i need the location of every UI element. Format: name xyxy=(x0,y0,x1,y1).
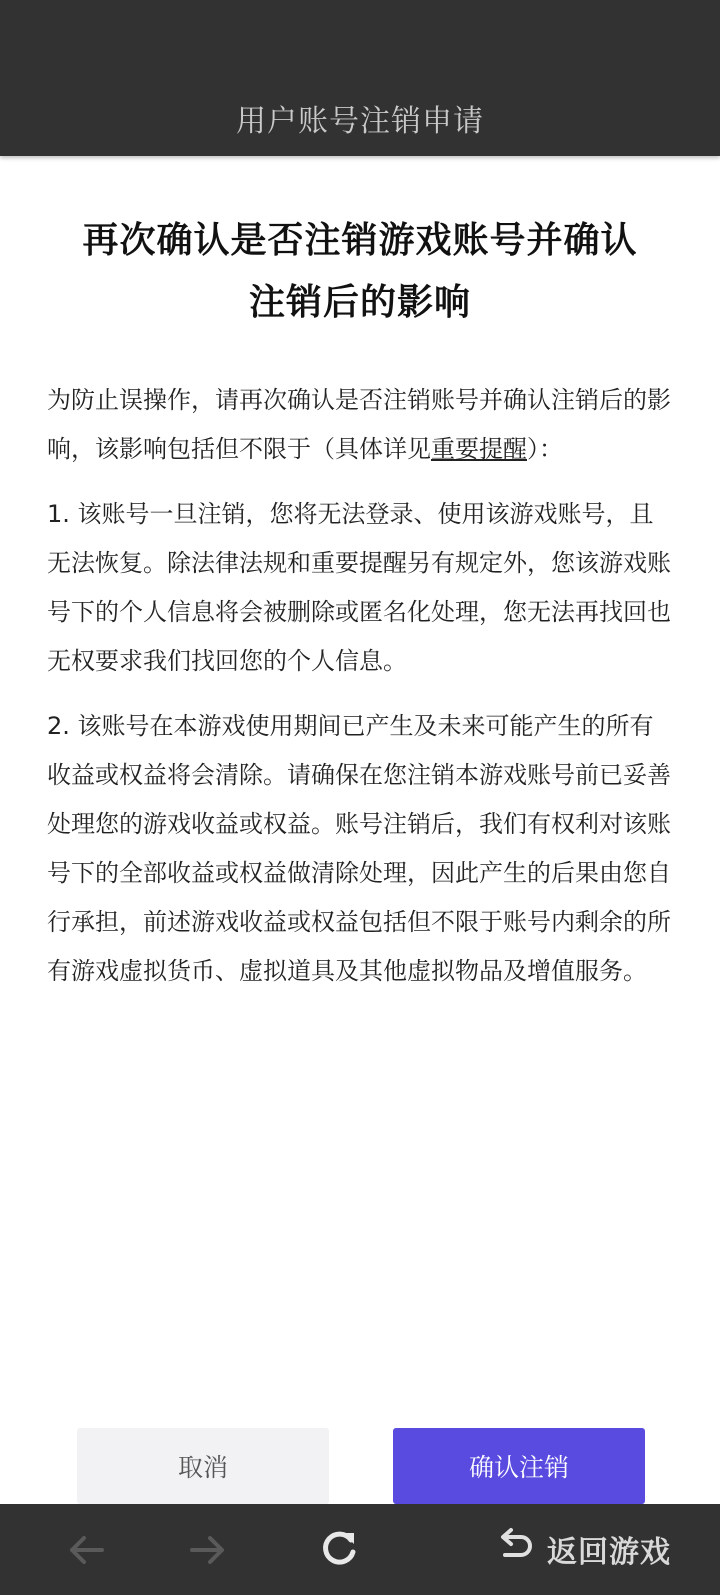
important-reminder-link[interactable]: 重要提醒 xyxy=(431,435,527,463)
page-header-title: 用户账号注销申请 xyxy=(236,104,484,139)
bottom-navigation-bar xyxy=(0,1504,720,1595)
impact-item-1: 1. 该账号一旦注销，您将无法登录、使用该游戏账号，且无法恢复。除法律法规和重要提醒另有规定外，您该游戏账号下的个人信息将会被删除或匿名化处理，您无法再找回也无权要求我们找回您的个人信息。 xyxy=(47,500,671,675)
return-icon xyxy=(497,1527,533,1571)
confirm-deregister-button[interactable]: 确认注销 xyxy=(393,1428,645,1504)
intro-suffix: ）： xyxy=(527,435,563,463)
top-header xyxy=(0,0,720,156)
main-title-line2: 注销后的影响 xyxy=(248,282,471,323)
content-area xyxy=(47,210,673,996)
impact-item-2: 2. 该账号在本游戏使用期间已产生及未来可能产生的所有收益或权益将会清除。请确保在您注销本游戏账号前已妥善处理您的游戏收益或权益。账号注销后，我们有权利对该账号下的全部收益或权益做清除处理，因此产生的后果由您自行承担，前述游戏收益或权益包括但不限于账号内剩余的所有游戏虚拟货币、虚拟道具及其他虚拟物品及增值服务。 xyxy=(47,712,671,985)
return-to-game-button[interactable] xyxy=(497,1526,671,1572)
intro-text: 为防止误操作，请再次确认是否注销账号并确认注销后的影响，该影响包括但不限于（具体详见 xyxy=(47,386,671,463)
refresh-icon[interactable] xyxy=(318,1528,360,1574)
main-title xyxy=(47,210,673,334)
cancel-button[interactable]: 取消 xyxy=(77,1428,329,1504)
main-title-line1: 再次确认是否注销游戏账号并确认 xyxy=(82,220,638,261)
back-arrow-icon[interactable] xyxy=(66,1530,106,1574)
forward-arrow-icon[interactable] xyxy=(188,1530,228,1574)
intro-paragraph xyxy=(47,376,673,474)
return-to-game-label: 返回游戏 xyxy=(547,1535,671,1570)
